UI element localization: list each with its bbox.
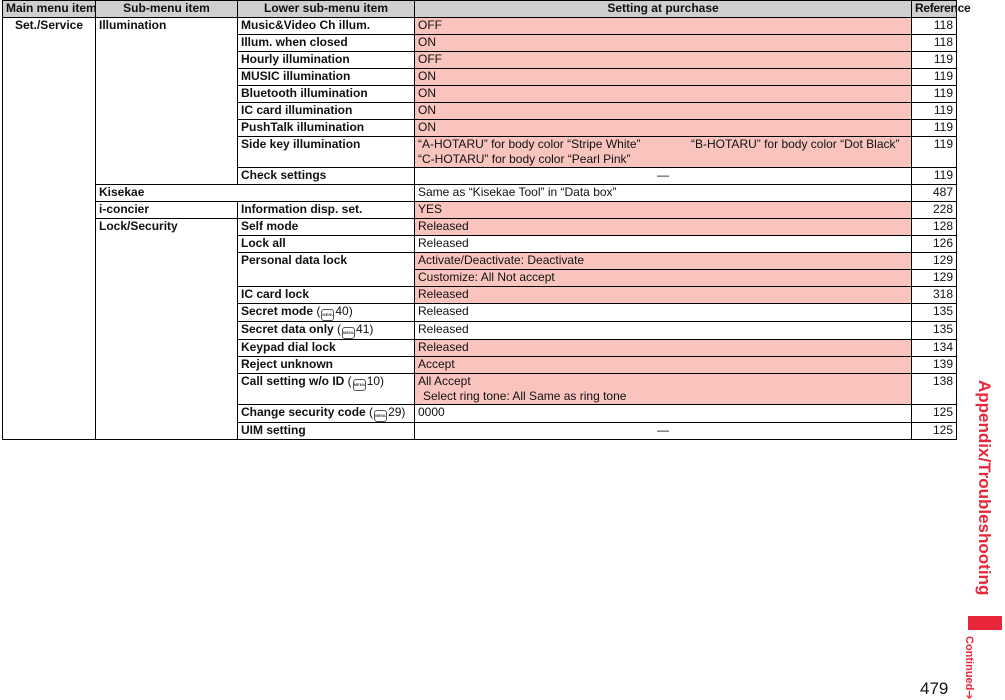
menu-number: 40	[335, 304, 349, 318]
sub-menu-lock-security: Lock/Security	[96, 219, 238, 440]
reference-page: 135	[912, 304, 957, 322]
setting-value: Customize: All Not accept	[415, 270, 912, 287]
setting-ring-tone: Select ring tone: All Same as ring tone	[423, 389, 627, 403]
side-tab-marker	[968, 616, 1002, 630]
lower-item: UIM setting	[238, 423, 415, 440]
reference-page: 128	[912, 219, 957, 236]
reference-page: 119	[912, 69, 957, 86]
header-main-menu: Main menu item	[3, 1, 96, 18]
reference-page: 119	[912, 52, 957, 69]
lower-item: Music&Video Ch illum.	[238, 18, 415, 35]
main-menu-item: Set./Service	[3, 18, 96, 440]
table-row	[3, 219, 957, 236]
setting-value: OFF	[415, 18, 912, 35]
reference-page: 138	[912, 374, 957, 405]
header-lower-sub-menu: Lower sub-menu item	[238, 1, 415, 18]
setting-value: Released	[415, 219, 912, 236]
setting-value: —	[415, 168, 912, 185]
setting-value: 0000	[415, 405, 912, 423]
continued-label	[961, 636, 977, 700]
reference-page: 126	[912, 236, 957, 253]
setting-a-hotaru: “A-HOTARU” for body color “Stripe White”	[418, 137, 641, 151]
reference-page: 118	[912, 35, 957, 52]
setting-c-hotaru: “C-HOTARU” for body color “Pearl Pink”	[418, 152, 631, 166]
setting-value: Accept	[415, 357, 912, 374]
reference-page: 318	[912, 287, 957, 304]
setting-value: Same as “Kisekae Tool” in “Data box”	[415, 185, 912, 202]
setting-value-call	[415, 374, 912, 405]
sub-menu-illumination: Illumination	[96, 18, 238, 185]
settings-table	[2, 0, 971, 440]
setting-value: ON	[415, 120, 912, 137]
setting-value: OFF	[415, 52, 912, 69]
setting-value: ON	[415, 35, 912, 52]
lower-item-label: Secret mode	[241, 304, 314, 318]
lower-item-label: Call setting w/o ID	[241, 374, 345, 388]
setting-value: Released	[415, 322, 912, 340]
setting-value: Released	[415, 287, 912, 304]
lower-item: Keypad dial lock	[238, 340, 415, 357]
lower-item: Hourly illumination	[238, 52, 415, 69]
reference-page: 135	[912, 322, 957, 340]
menu-key-icon: MENU	[353, 379, 366, 391]
reference-page: 119	[912, 137, 957, 168]
setting-value: YES	[415, 202, 912, 219]
lower-item-secret-data: Secret data only ( MENU41)	[238, 322, 415, 340]
arrow-right-icon: ➔	[963, 690, 975, 700]
reference-page: 119	[912, 86, 957, 103]
lower-item: Reject unknown	[238, 357, 415, 374]
lower-item: Illum. when closed	[238, 35, 415, 52]
lower-item: Lock all	[238, 236, 415, 253]
lower-item-secret-mode: Secret mode ( MENU40)	[238, 304, 415, 322]
reference-page: 487	[912, 185, 957, 202]
setting-value: Released	[415, 340, 912, 357]
reference-page: 139	[912, 357, 957, 374]
table-header-row	[3, 1, 957, 18]
reference-page: 125	[912, 423, 957, 440]
header-sub-menu: Sub-menu item	[96, 1, 238, 18]
reference-page: 129	[912, 253, 957, 270]
reference-page: 119	[912, 120, 957, 137]
setting-value-side-key	[415, 137, 912, 168]
lower-item-label: Secret data only	[241, 322, 334, 336]
reference-page: 119	[912, 103, 957, 120]
continued-text: Continued	[963, 636, 975, 691]
sub-menu-kisekae: Kisekae	[96, 185, 415, 202]
reference-page: 118	[912, 18, 957, 35]
reference-page: 134	[912, 340, 957, 357]
setting-value: ON	[415, 69, 912, 86]
setting-value: Activate/Deactivate: Deactivate	[415, 253, 912, 270]
menu-key-icon: MENU	[342, 327, 355, 339]
menu-number: 10	[366, 374, 381, 388]
lower-item: MUSIC illumination	[238, 69, 415, 86]
lower-item-call-setting: Call setting w/o ID ( MENU10)	[238, 374, 415, 405]
reference-page: 125	[912, 405, 957, 423]
menu-number: 41	[356, 322, 370, 336]
header-reference: Reference	[912, 1, 957, 18]
setting-b-hotaru: “B-HOTARU” for body color “Dot Black”	[691, 137, 900, 151]
lower-item-label: Change security code	[241, 405, 366, 419]
sub-menu-iconcier: i-concier	[96, 202, 238, 219]
setting-value: —	[415, 423, 912, 440]
lower-item: PushTalk illumination	[238, 120, 415, 137]
setting-value: ON	[415, 103, 912, 120]
table-row	[3, 18, 957, 35]
menu-key-icon: MENU	[321, 309, 334, 321]
setting-value: Released	[415, 304, 912, 322]
table-row	[3, 185, 957, 202]
lower-item: Bluetooth illumination	[238, 86, 415, 103]
menu-key-icon: MENU	[374, 410, 387, 422]
setting-all-accept: All Accept	[418, 374, 471, 388]
header-setting: Setting at purchase	[415, 1, 912, 18]
setting-value: Released	[415, 236, 912, 253]
reference-page: 129	[912, 270, 957, 287]
setting-value: ON	[415, 86, 912, 103]
table-row	[3, 202, 957, 219]
reference-page: 119	[912, 168, 957, 185]
lower-item: Check settings	[238, 168, 415, 185]
side-key-line-1	[418, 137, 908, 152]
lower-item: Personal data lock	[238, 253, 415, 287]
lower-item-change-code: Change security code ( MENU29)	[238, 405, 415, 423]
page-number: 479	[920, 679, 949, 698]
lower-item: Side key illumination	[238, 137, 415, 168]
lower-item: Information disp. set.	[238, 202, 415, 219]
menu-number: 29	[388, 405, 402, 419]
side-tab-label: Appendix/Troubleshooting	[975, 380, 994, 596]
lower-item: IC card lock	[238, 287, 415, 304]
lower-item: IC card illumination	[238, 103, 415, 120]
reference-page: 228	[912, 202, 957, 219]
lower-item: Self mode	[238, 219, 415, 236]
